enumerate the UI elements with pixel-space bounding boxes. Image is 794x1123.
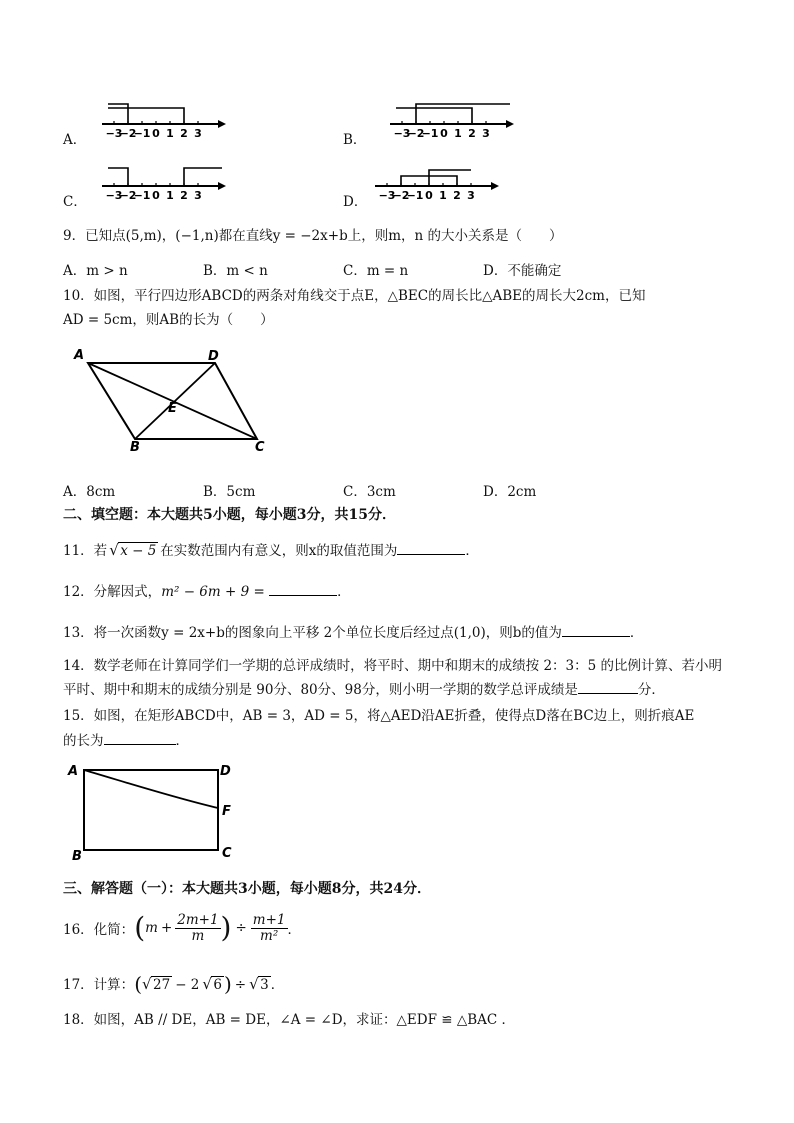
question-17: [63, 972, 284, 996]
tick-label: −1: [421, 127, 439, 140]
question-17-end: ．: [270, 977, 285, 993]
tick-label: 2: [180, 189, 188, 202]
vertex-d-label: D: [208, 349, 219, 364]
plus-sign: +: [160, 920, 173, 936]
tick-label: −2: [392, 189, 410, 202]
sqrt-x-minus-5: [109, 543, 158, 559]
question-12-prefix: 12．分解因式，: [63, 584, 162, 600]
question-13-end: ．: [629, 625, 644, 641]
question-11: [63, 539, 479, 559]
question-11-end: ．: [465, 543, 479, 559]
tick-label: 3: [194, 127, 202, 140]
vertex-c-label: C: [222, 846, 232, 861]
number-line-c: [100, 162, 235, 206]
answer-blank-13[interactable]: [562, 624, 630, 637]
radicand: 6: [213, 977, 222, 993]
tick-label: −3: [378, 189, 396, 202]
section-3-heading: 三、解答题（一）：本大题共3小题，每小题8分，共24分．: [63, 881, 431, 897]
number-line-b: [388, 100, 523, 144]
vertex-e-label: E: [168, 401, 177, 416]
vertex-b-label: B: [72, 849, 82, 864]
tick-label: 3: [467, 189, 475, 202]
question-16-prefix: 16．化简：: [63, 922, 135, 938]
denominator: m: [191, 927, 205, 944]
question-18: 18．如图，AB // DE，AB = DE，∠A = ∠D，求证：△EDF ≌ △BAC ．: [63, 1012, 516, 1028]
tick-label: 1: [166, 127, 174, 140]
tick-label: −1: [133, 127, 151, 140]
solution-ray: [396, 108, 472, 124]
tick-label: 0: [425, 189, 433, 202]
question-16-end: ．: [287, 922, 301, 938]
question-11-middle: 在实数范围内有意义，则x的取值范围为: [160, 543, 398, 559]
radical-sign-icon: √: [249, 975, 259, 993]
question-9-option-c: C．m = n: [343, 263, 409, 279]
question-13: [63, 621, 643, 641]
question-14-end: 分．: [637, 682, 665, 698]
arrow-icon: [506, 120, 514, 128]
tick-label: −3: [105, 127, 123, 140]
left-paren: (: [134, 911, 146, 944]
fraction-2m-plus-1-over-m: [175, 913, 220, 944]
question-10-option-b: B．5cm: [203, 484, 256, 500]
answer-blank-15[interactable]: [104, 732, 176, 745]
option-b-label: B．: [343, 132, 367, 148]
radical-sign-icon: √: [109, 541, 119, 559]
tick-label: −1: [406, 189, 424, 202]
solution-ray: [429, 170, 471, 186]
vertex-d-label: D: [220, 764, 231, 779]
tick-label: −2: [119, 127, 137, 140]
sqrt-6: [202, 977, 224, 993]
question-9-option-d: D．不能确定: [483, 263, 562, 279]
option-c-label: C．: [63, 194, 87, 210]
radical-sign-icon: √: [142, 975, 152, 993]
minus-two: − 2: [175, 977, 200, 993]
answer-blank-14[interactable]: [578, 681, 638, 694]
tick-label: 2: [453, 189, 461, 202]
parallelogram-figure: [70, 345, 280, 455]
vertex-b-label: B: [130, 440, 140, 455]
tick-label: −3: [393, 127, 411, 140]
tick-label: 2: [468, 127, 476, 140]
solution-ray: [108, 168, 128, 186]
option-a-label: A．: [63, 132, 87, 148]
arrow-icon: [491, 182, 499, 190]
point-f-label: F: [222, 804, 231, 819]
sqrt-27: [142, 977, 172, 993]
tick-label: −3: [105, 189, 123, 202]
tick-label: 3: [482, 127, 490, 140]
term-m: m: [145, 920, 158, 936]
question-12: [63, 580, 351, 600]
number-line-a: [100, 100, 235, 144]
tick-label: 3: [194, 189, 202, 202]
left-paren: (: [134, 972, 142, 996]
tick-label: 0: [152, 127, 160, 140]
question-9-option-b: B．m < n: [203, 263, 268, 279]
tick-label: 1: [439, 189, 447, 202]
radicand: 3: [260, 977, 269, 993]
sqrt-3: [249, 977, 271, 993]
vertex-a-label: A: [74, 348, 85, 363]
question-14-line2: [63, 678, 665, 698]
divide-sign: ÷: [234, 977, 247, 993]
tick-label: 2: [180, 127, 188, 140]
answer-blank-11[interactable]: [397, 542, 465, 555]
tick-label: −1: [133, 189, 151, 202]
question-10-stem-line1: 10．如图，平行四边形ABCD的两条对角线交于点E，△BEC的周长比△ABE的周长大2cm，已知: [63, 288, 646, 304]
vertex-c-label: C: [255, 440, 265, 455]
rectangle-figure: [65, 760, 245, 865]
question-14-line1: 14．数学老师在计算同学们一学期的总评成绩时，将平时、期中和期末的成绩按 2：3：5 的比例计算、若小明: [63, 658, 723, 674]
tick-label: 1: [454, 127, 462, 140]
question-9-option-a: A．m > n: [63, 263, 128, 279]
question-16: [63, 908, 301, 948]
solution-ray: [108, 104, 128, 124]
question-14-text: 平时、期中和期末的成绩分别是 90分、80分、98分，则小明一学期的数学总评成绩是: [63, 682, 578, 698]
question-9-stem: 9．已知点(5,m)，(−1,n)都在直线y = −2x+b上，则m，n 的大小关系是（ ）: [63, 228, 563, 244]
question-10-option-c: C．3cm: [343, 484, 396, 500]
question-15-end: ．: [175, 733, 189, 749]
arrow-icon: [218, 182, 226, 190]
question-11-prefix: 11．若: [63, 543, 108, 559]
section-2-heading: 二、填空题：本大题共5小题，每小题3分，共15分．: [63, 507, 396, 523]
question-17-prefix: 17．计算：: [63, 977, 135, 993]
tick-label: −2: [119, 189, 137, 202]
question-12-end: ．: [337, 584, 351, 600]
numerator: m+1: [252, 911, 286, 928]
question-15-line1: 15．如图，在矩形ABCD中，AB = 3，AD = 5，将△AED沿AE折叠，使得点D落在BC边上，则折痕AE: [63, 708, 695, 724]
radicand: x − 5: [120, 543, 157, 559]
radical-sign-icon: √: [202, 975, 212, 993]
right-paren: ): [223, 972, 232, 996]
question-10-stem-line2: AD = 5cm，则AB的长为（ ）: [63, 312, 274, 328]
question-12-expression: m² − 6m + 9 =: [161, 584, 265, 600]
denominator: m²: [260, 927, 279, 944]
question-15-text: 的长为: [63, 733, 104, 749]
vertex-a-label: A: [68, 764, 79, 779]
divide-sign: ÷: [235, 920, 247, 936]
tick-label: 1: [166, 189, 174, 202]
arrow-icon: [218, 120, 226, 128]
fraction-m-plus-1-over-m-squared: [251, 913, 288, 944]
radicand: 27: [153, 977, 171, 993]
answer-blank-12[interactable]: [269, 583, 337, 596]
numerator: 2m+1: [177, 911, 219, 928]
question-10-option-d: D．2cm: [483, 484, 537, 500]
question-15-line2: [63, 729, 189, 749]
right-paren: ): [220, 911, 232, 944]
question-10-option-a: A．8cm: [63, 484, 116, 500]
number-line-d: [373, 162, 508, 206]
option-d-label: D．: [343, 194, 368, 210]
solution-ray: [184, 168, 222, 186]
question-13-text: 13．将一次函数y = 2x+b的图象向上平移 2个单位长度后经过点(1,0)，则b的值为: [63, 625, 562, 641]
tick-label: 0: [440, 127, 448, 140]
tick-label: −2: [407, 127, 425, 140]
solution-ray: [108, 108, 184, 124]
tick-label: 0: [152, 189, 160, 202]
